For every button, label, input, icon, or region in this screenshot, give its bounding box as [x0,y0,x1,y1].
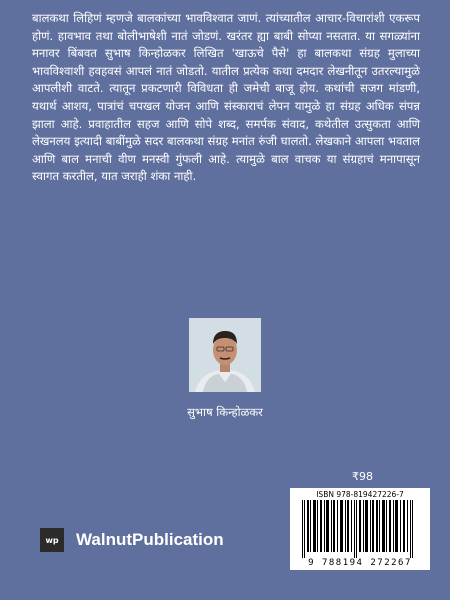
book-blurb: बालकथा लिहिणं म्हणजे बालकांच्या भावविश्वात जाणं. त्यांच्यातील आचार-विचारांशी एकरूप होणं. हावभाव तथा बोलीभाषेशी नातं जोडणं. खरंतर ह्या बाबी सोप्या नसतात. या सगळ्यांना मनावर बिंबवत सुभाष किन्होळकर लिखित 'खाऊचे पैसे' हा बालकथा संग्रह मुलाच्या भावविश्वाशी हवहवसं आपलं नातं जोडतो. यातील प्रत्येक कथा दमदार लेखनीतून उतरल्यामुळे आपलीशी वाटते. त्यातून प्रकटणारी विविधता ही जमेची बाजू होय. कथांची सजग मांडणी, यथार्थ आशय, पात्रांचं चपखल योजन आणि संस्काराचं लेपन यामुळे हा संग्रह अधिक संपन्न झाला आहे. प्रवाहातील सहज आणि सोपे शब्द, समर्पक संवाद, कथेतील उत्सुकता आणि लेखनलय इत्यादी बाबींमुळे सदर बालकथा संग्रह मनांत रुंजी घालतो. लेखकाने आपला भवताल आणि बाल मनाची वीण मनस्वी गुंफली आहे. त्यामुळे बाल वाचक या संग्रहाचं मनापासून स्वागत करतील, यात जराही शंका नाही. [32,11,420,184]
isbn-barcode-block [290,488,430,570]
barcode-digits: 9 788194 272267 [308,558,412,568]
author-photo [189,318,261,392]
publisher-logo-icon: wp [40,528,64,552]
price-label: ₹98 [352,470,373,483]
publisher-brand [40,527,224,553]
author-portrait-icon [189,318,261,392]
author-name-caption: सुभाष किन्होळकर [187,405,263,419]
barcode-icon [300,500,420,558]
publisher-name: WalnutPublication [76,530,224,549]
isbn-label: ISBN 978-819427226-7 [316,490,404,499]
